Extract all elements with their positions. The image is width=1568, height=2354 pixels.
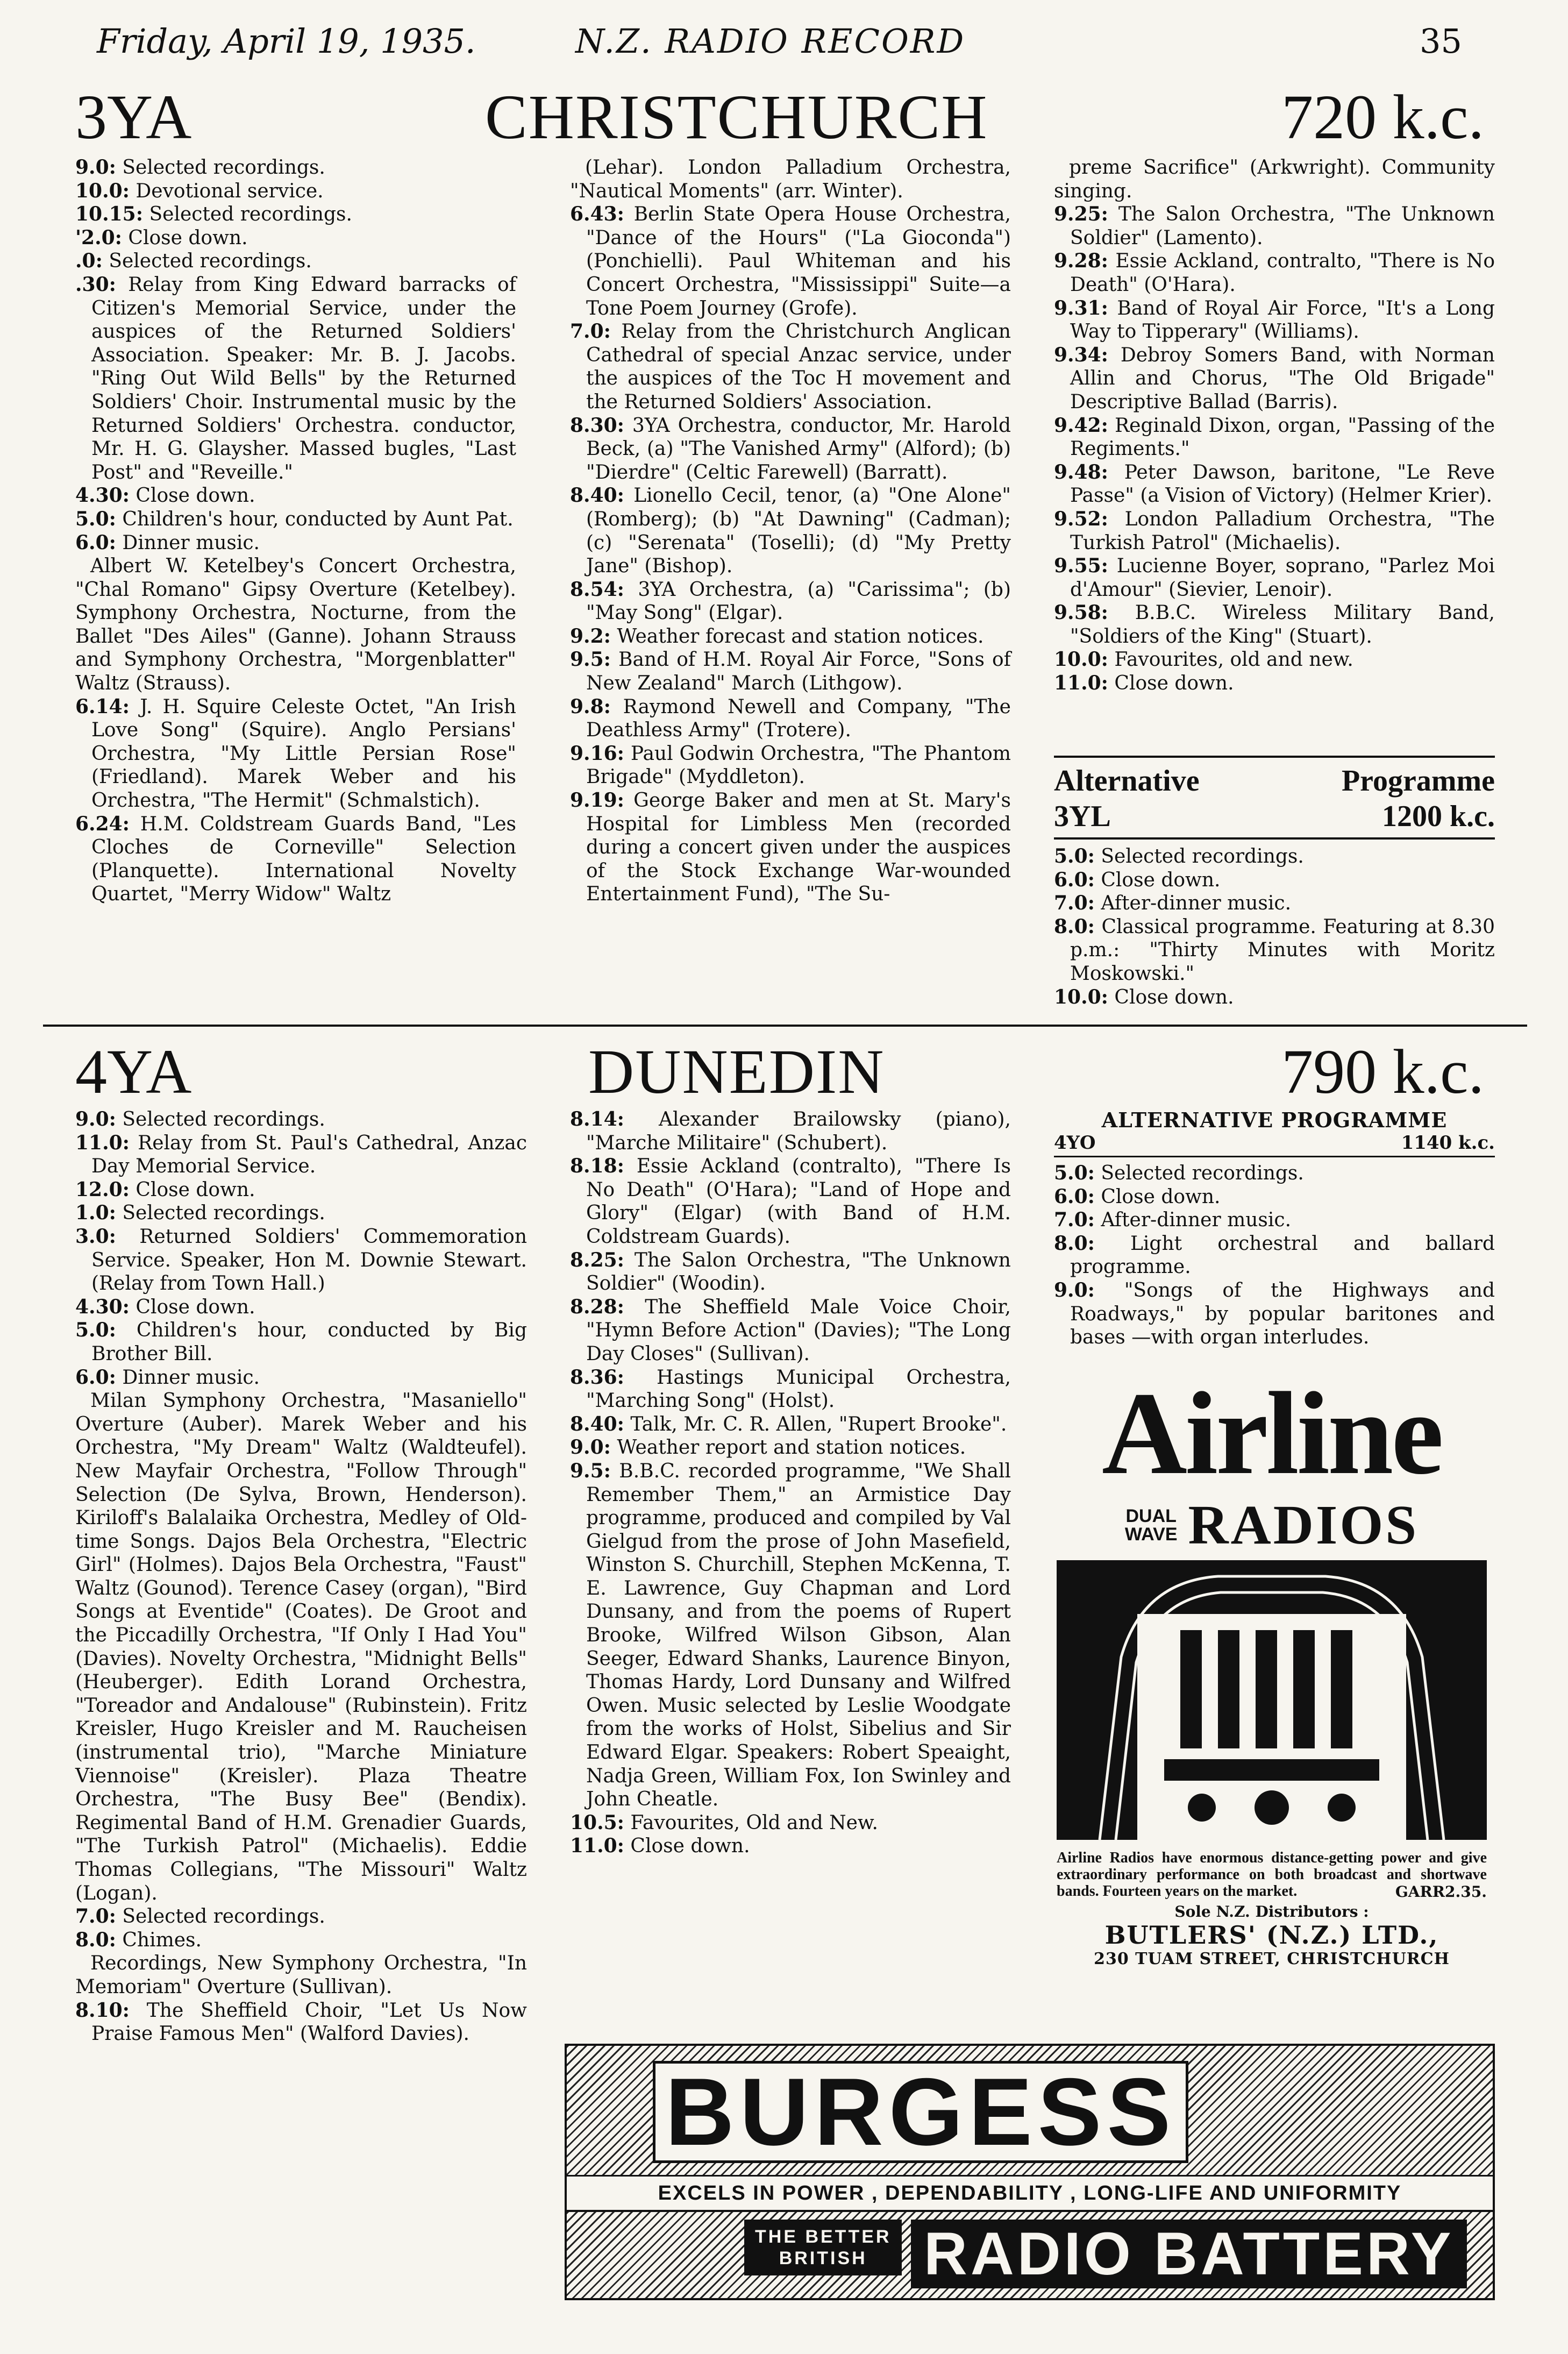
entry-text: The Sheffield Male Voice Choir, "Hymn Before Action" (Davies); "The Long Day Closes" (Sullivan).	[586, 1296, 1011, 1365]
entry-time: 11.0:	[1054, 672, 1108, 695]
entry-time: 9.8:	[570, 695, 611, 718]
entry-text: The Sheffield Choir, "Let Us Now Praise Famous Men" (Walford Davies).	[91, 1999, 527, 2045]
entry-time: 9.2:	[570, 624, 611, 648]
entry-time: 9.55:	[1054, 554, 1108, 578]
entry-text: After-dinner music.	[1101, 892, 1292, 915]
entry-time: 3.0:	[75, 1225, 116, 1248]
entry-time: 6.43:	[570, 203, 624, 226]
entry-text: Favourites, old and new.	[1114, 649, 1353, 671]
programme-entry	[75, 1929, 527, 1952]
alternative-programme-4yo	[1054, 1108, 1495, 1349]
programme-entry	[570, 1413, 1011, 1436]
entry-text: Relay from the Christchurch Anglican Cathedral of special Anzac service, under the auspices of the Toc H movement and the Returned Soldiers' Association.	[586, 321, 1011, 413]
alt-frequency: 1200 k.c.	[1382, 800, 1495, 833]
entry-text: Selected recordings.	[122, 1202, 325, 1225]
programme-entry	[75, 1178, 527, 1202]
entry-time: 5.0:	[1054, 845, 1095, 867]
programme-entry	[1054, 1162, 1495, 1185]
entry-time: 6.24:	[75, 812, 130, 835]
programme-entry	[1054, 1279, 1495, 1349]
entry-text: Dinner music.	[122, 1366, 260, 1389]
entry-time: 5.0:	[1054, 1162, 1095, 1184]
entry-text: Returned Soldiers' Commemoration Service. Speaker, Hon M. Downie Stewart. (Relay from Town Hall.)	[91, 1225, 528, 1295]
entry-time: 9.42:	[1054, 414, 1108, 437]
entry-text: Close down.	[1101, 1185, 1221, 1208]
programme-entry	[75, 1905, 527, 1929]
programme-entry	[75, 273, 516, 484]
entry-text: Close down.	[136, 485, 255, 507]
entry-time: 10.0:	[1054, 648, 1108, 671]
section-divider	[43, 1025, 1527, 1027]
programme-entry	[570, 1296, 1011, 1366]
station-city: CHRISTCHURCH	[485, 82, 988, 152]
ad-brand: BURGESS	[653, 2061, 1188, 2163]
entry-time: 5.0:	[75, 507, 116, 530]
programme-entry	[75, 1952, 527, 1999]
entry-time: 9.52:	[1054, 507, 1108, 530]
entry-text: Lucienne Boyer, soprano, "Parlez Moi d'Amour" (Sievier, Lenoir).	[1070, 555, 1495, 601]
entry-time: 9.48:	[1054, 460, 1108, 483]
programme-entry	[75, 1389, 527, 1905]
entry-text: Selected recordings.	[1101, 1162, 1304, 1184]
entry-text: Recordings, New Symphony Orchestra, "In Memoriam" Overture (Sullivan).	[75, 1952, 527, 1998]
radio-illustration	[1057, 1560, 1487, 1842]
ad-code: GARR2.35.	[1395, 1883, 1487, 1901]
station-frequency: 790 k.c.	[1281, 1036, 1484, 1107]
entry-time: 6.14:	[75, 695, 130, 718]
programme-column-3ya-2	[570, 156, 1011, 906]
alt-label-left: Alternative	[1054, 764, 1200, 798]
entry-text: Albert W. Ketelbey's Concert Orchestra, "Chal Romano" Gipsy Overture (Ketelbey). Symphony Orchestra, Nocturne, from the Ballet "Des Ailes" (Ganne). Johann Strauss and Symphony Orchestra, "Morgenblatter" Waltz (Strauss).	[75, 555, 516, 695]
entry-time: 9.0:	[75, 156, 116, 179]
entry-time: .30:	[75, 273, 116, 296]
programme-entry	[570, 789, 1011, 906]
entry-time: 9.5:	[570, 648, 611, 671]
station-callsign: 4YA	[75, 1036, 192, 1107]
station-frequency: 720 k.c.	[1281, 82, 1484, 152]
entry-text: Light orchestral and ballard programme.	[1070, 1232, 1495, 1278]
programme-entry	[1054, 915, 1495, 986]
entry-time: 7.0:	[1054, 892, 1095, 915]
entry-time: .0:	[75, 250, 103, 273]
burgess-battery-ad	[565, 2044, 1495, 2313]
programme-entry	[75, 1108, 527, 1132]
entry-text: Weather report and station notices.	[617, 1436, 966, 1459]
ad-product: RADIOS	[1188, 1494, 1419, 1556]
page-number: 35	[1420, 22, 1462, 61]
tag-line: WAVE	[1124, 1524, 1178, 1545]
programme-entry	[1054, 344, 1495, 414]
entry-text: Weather forecast and station notices.	[617, 625, 984, 648]
station-callsign: 3YA	[75, 82, 192, 152]
entry-text: George Baker and men at St. Mary's Hospital for Limbless Men (recorded during a concert given under the auspices of the Stock Exchange War-wounded Entertainment Fund), "The Su-	[586, 790, 1011, 906]
entry-text: Peter Dawson, baritone, "Le Reve Passe" (a Vision of Victory) (Helmer Krier).	[1070, 461, 1495, 507]
programme-entry	[570, 625, 1011, 649]
entry-time: 9.31:	[1054, 296, 1108, 319]
entry-text: Relay from St. Paul's Cathedral, Anzac Day Memorial Service.	[91, 1132, 527, 1178]
programme-entry	[570, 1811, 1011, 1835]
airline-radios-ad	[1057, 1368, 1487, 2006]
entry-text: Favourites, Old and New.	[630, 1811, 878, 1834]
programme-entry	[75, 1319, 527, 1366]
programme-entry	[570, 1366, 1011, 1413]
programme-entry	[75, 484, 516, 508]
programme-column-3ya-1	[75, 156, 516, 906]
tag-line: DUAL	[1125, 1505, 1177, 1526]
entry-text: (Lehar). London Palladium Orchestra, "Nautical Moments" (arr. Winter).	[570, 157, 1011, 202]
distributor-address: 230 TUAM STREET, CHRISTCHURCH	[1094, 1950, 1450, 1968]
programme-entry	[75, 1366, 527, 1390]
entry-text: Talk, Mr. C. R. Allen, "Rupert Brooke".	[630, 1413, 1007, 1435]
programme-entry	[1054, 414, 1495, 461]
entry-time: 11.0:	[570, 1834, 624, 1858]
programme-entry	[75, 226, 516, 250]
programme-entry	[1054, 1185, 1495, 1209]
entry-text: Lionello Cecil, tenor, (a) "One Alone" (Romberg); (b) "At Dawning" (Cadman); (c) "Serenata" (Toselli); (d) "My Pretty Jane" (Bishop).	[586, 485, 1011, 578]
entry-time: 5.0:	[75, 1319, 116, 1342]
entry-text: "Songs of the Highways and Roadways," by popular baritones and bases —with organ interludes.	[1070, 1279, 1495, 1349]
entry-time: 9.34:	[1054, 343, 1108, 366]
ad-brand: Airline	[1102, 1368, 1442, 1499]
entry-text: Children's hour, conducted by Big Brother Bill.	[91, 1319, 527, 1365]
entry-text: Hastings Municipal Orchestra, "Marching Song" (Holst).	[586, 1366, 1011, 1412]
programme-entry	[1054, 601, 1495, 648]
entry-text: Selected recordings.	[122, 1905, 325, 1928]
divider	[1054, 837, 1495, 840]
programme-entry	[75, 813, 516, 906]
ad-tagline: EXCELS IN POWER , DEPENDABILITY , LONG-LIFE AND UNIFORMITY	[565, 2175, 1495, 2212]
entry-time: 8.14:	[570, 1108, 624, 1130]
entry-text: Selected recordings.	[1101, 845, 1304, 867]
programme-entry	[75, 531, 516, 555]
entry-time: 8.0:	[1054, 1232, 1095, 1255]
entry-time: 7.0:	[1054, 1208, 1095, 1232]
programme-entry	[570, 648, 1011, 695]
programme-entry	[570, 742, 1011, 789]
programme-entry	[1054, 554, 1495, 601]
programme-entry	[1054, 203, 1495, 250]
entry-text: Close down.	[1114, 672, 1234, 695]
programme-column-4ya-1	[75, 1108, 527, 2046]
programme-entry	[570, 414, 1011, 485]
programme-entry	[1054, 648, 1495, 672]
alt-callsign: 4YO	[1054, 1132, 1096, 1154]
alt-heading-row-1	[1054, 763, 1495, 799]
programme-entry	[570, 1155, 1011, 1248]
programme-entry	[1054, 1208, 1495, 1232]
ad-copy: Airline Radios have enormous distance-getting power and give extraordinary performance on both broadcast and shortwave bands. Fourteen years on the market.	[1057, 1850, 1487, 1900]
programme-entry	[1054, 672, 1495, 695]
entry-time: 8.18:	[570, 1155, 624, 1178]
programme-entry	[1054, 461, 1495, 508]
entry-time: 6.0:	[75, 531, 116, 554]
entry-text: After-dinner music.	[1101, 1209, 1292, 1232]
entry-text: Selected recordings.	[109, 250, 312, 273]
dual-wave-tag	[1125, 1507, 1178, 1544]
ad-banner-top	[565, 2044, 1495, 2175]
entry-time: '2.0:	[75, 226, 122, 249]
entry-time: 9.58:	[1054, 601, 1108, 624]
entry-text: Selected recordings.	[149, 203, 352, 226]
entry-time: 10.15:	[75, 203, 144, 226]
ad-product: RADIO BATTERY	[911, 2220, 1467, 2288]
programme-entry	[75, 156, 516, 180]
entry-time: 8.30:	[570, 414, 624, 437]
entry-text: Chimes.	[122, 1929, 202, 1951]
entry-time: 1.0:	[75, 1201, 116, 1225]
programme-entry	[570, 1108, 1011, 1155]
entry-time: 8.40:	[570, 1412, 624, 1435]
entry-text: Debroy Somers Band, with Norman Allin and Chorus, "The Old Brigade" Descriptive Ballad (Barris).	[1070, 344, 1495, 413]
entry-time: 12.0:	[75, 1178, 130, 1201]
alt-label-right: Programme	[1341, 764, 1495, 798]
entry-time: 4.30:	[75, 484, 130, 507]
entry-text: Classical programme. Featuring at 8.30 p.m.: "Thirty Minutes with Moritz Moskowski."	[1070, 915, 1495, 985]
programme-entry	[570, 1834, 1011, 1858]
alt-programme-list	[1054, 845, 1495, 1009]
better-british-label	[744, 2220, 902, 2275]
entry-text: 3YA Orchestra, conductor, Mr. Harold Beck, (a) "The Vanished Army" (Alford); (b) "Dierdre" (Celtic Farewell) (Barratt).	[586, 414, 1011, 483]
alt-heading-row-2	[1054, 799, 1495, 834]
programme-entry	[75, 695, 516, 813]
entry-text: Close down.	[128, 226, 248, 249]
entry-text: Close down.	[1101, 869, 1221, 891]
entry-text: London Palladium Orchestra, "The Turkish Patrol" (Michaelis).	[1070, 508, 1495, 554]
entry-text: Children's hour, conducted by Aunt Pat.	[122, 508, 514, 530]
entry-time: 8.36:	[570, 1366, 624, 1389]
entry-text: Paul Godwin Orchestra, "The Phantom Brigade" (Myddleton).	[586, 742, 1011, 788]
programme-entry	[570, 203, 1011, 320]
entry-text: Close down.	[630, 1835, 750, 1858]
programme-entry	[1054, 986, 1495, 1009]
entry-text: Essie Ackland, contralto, "There is No Death" (O'Hara).	[1070, 250, 1495, 296]
entry-time: 8.0:	[75, 1928, 116, 1951]
entry-time: 8.54:	[570, 578, 624, 601]
radio-set-icon	[1057, 1560, 1487, 1840]
entry-text: J. H. Squire Celeste Octet, "An Irish Love Song" (Squire). Anglo Persians' Orchestra, "My Little Persian Rose" (Friedland). Marek Weber and his Orchestra, "The Hermit" (Schmalstich).	[91, 695, 516, 812]
entry-text: Essie Ackland (contralto), "There Is No Death" (O'Hara); "Land of Hope and Glory" (Elgar) (with Band of H.M. Coldstream Guards).	[586, 1155, 1011, 1248]
programme-entry	[75, 250, 516, 273]
entry-text: Devotional service.	[136, 180, 324, 202]
label-line: THE BETTER	[755, 2227, 892, 2247]
programme-entry	[75, 180, 516, 203]
station-city: DUNEDIN	[588, 1036, 885, 1107]
entry-text: Close down.	[136, 1178, 255, 1201]
programme-entry	[1054, 297, 1495, 344]
programme-entry	[75, 203, 516, 226]
entry-text: H.M. Coldstream Guards Band, "Les Cloches de Corneville" Selection (Planquette). International Novelty Quartet, "Merry Widow" Waltz	[91, 813, 517, 906]
entry-text: Close down.	[1114, 986, 1234, 1008]
alt-frequency: 1140 k.c.	[1401, 1132, 1495, 1154]
alternative-programme-3yl	[1054, 756, 1495, 1009]
programme-entry	[75, 1132, 527, 1178]
label-line: BRITISH	[779, 2248, 867, 2268]
entry-text: Band of H.M. Royal Air Force, "Sons of New Zealand" March (Lithgow).	[586, 649, 1011, 695]
entry-text: Raymond Newell and Company, "The Deathless Army" (Trotere).	[586, 695, 1011, 742]
entry-time: 6.0:	[75, 1366, 116, 1389]
entry-text: preme Sacrifice" (Arkwright). Community singing.	[1054, 157, 1495, 202]
distributor-name: BUTLERS' (N.Z.) LTD.,	[1104, 1921, 1439, 1950]
programme-entry	[570, 1249, 1011, 1296]
entry-text: B.B.C. Wireless Military Band, "Soldiers of the King" (Stuart).	[1070, 602, 1495, 648]
programme-entry	[570, 484, 1011, 578]
entry-time: 8.28:	[570, 1295, 624, 1318]
programme-entry	[75, 508, 516, 531]
entry-text: B.B.C. recorded programme, "We Shall Remember Them," an Armistice Day programme, produced and compiled by Val Gielgud from the prose of John Masefield, Winston S. Churchill, Stephen McKenna, T. E. Lawrence, Guy Chapman and Lord Dunsany, and from the poems of Rupert Brooke, Wilfred Wilson Gibson, Alan Seeger, Edward Shanks, Laurence Binyon, Thomas Hardy, Lord Dunsany and Wilfred Owen. Music selected by Leslie Woodgate from the works of Holst, Sibelius and Sir Edward Elgar. Speakers: Robert Speaight, Nadja Green, William Fox, Ion Swinley and John Cheatle.	[586, 1460, 1011, 1811]
programme-entry	[570, 578, 1011, 625]
issue-date: Friday, April 19, 1935.	[97, 22, 476, 61]
entry-time: 10.0:	[75, 179, 130, 202]
programme-entry	[570, 1460, 1011, 1811]
entry-text: Selected recordings.	[122, 157, 325, 179]
programme-entry	[75, 1201, 527, 1225]
entry-time: 7.0:	[75, 1905, 116, 1928]
programme-entry	[75, 1225, 527, 1296]
entry-time: 9.0:	[1054, 1278, 1095, 1302]
entry-time: 9.0:	[75, 1108, 116, 1130]
station-heading-3ya	[75, 81, 1484, 154]
entry-text: Alexander Brailowsky (piano), "Marche Militaire" (Schubert).	[586, 1108, 1011, 1154]
publication-title: N.Z. RADIO RECORD	[575, 22, 966, 61]
alt-title: ALTERNATIVE PROGRAMME	[1101, 1108, 1448, 1132]
ad-banner-bottom	[565, 2212, 1495, 2300]
entry-time: 9.19:	[570, 789, 624, 812]
programme-entry	[570, 695, 1011, 742]
programme-entry	[1054, 156, 1495, 203]
entry-time: 9.28:	[1054, 250, 1108, 273]
programme-entry	[570, 1436, 1011, 1460]
programme-column-4ya-2	[570, 1108, 1011, 1858]
entry-time: 6.0:	[1054, 1185, 1095, 1208]
programme-entry	[1054, 869, 1495, 892]
entry-text: Milan Symphony Orchestra, "Masaniello" Overture (Auber). Marek Weber and his Orchestra, "My Dream" Waltz (Waldteufel). New Mayfair Orchestra, "Follow Through" Selection (De Sylva, Brown, Henderson). Kiriloff's Balalaika Orchestra, Medley of Old-time Songs. Dajos Bela Orchestra, "Electric Girl" (Holmes). Dajos Bela Orchestra, "Faust" Waltz (Gounod). Terence Casey (organ), "Bird Songs at Eventide" (Coates). De Groot and the Piccadilly Orchestra, "If Only I Had You" (Davies). Novelty Orchestra, "Midnight Bells" (Heuberger). Edith Lorand Orchestra, "Toreador and Andalouse" (Rubinstein). Fritz Kreisler, Hugo Kreisler and M. Raucheisen (instrumental trio), "Marche Miniature Viennoise" (Kreisler). Plaza Theatre Orchestra, "The Busy Bee" (Bendix). Regimental Band of H.M. Grenadier Guards, "The Turkish Patrol" (Michaelis). Eddie Thomas Collegians, "The Missouri" Waltz (Logan).	[75, 1390, 527, 1904]
programme-entry	[75, 1999, 527, 2046]
entry-time: 8.0:	[1054, 915, 1095, 938]
ad-subtitle	[1057, 1493, 1487, 1557]
programme-entry	[1054, 845, 1495, 869]
entry-time: 9.5:	[570, 1459, 611, 1482]
entry-text: The Salon Orchestra, "The Unknown Soldier" (Lamento).	[1070, 203, 1495, 249]
entry-text: Berlin State Opera House Orchestra, "Dance of the Hours" ("La Gioconda") (Ponchielli). Paul Whiteman and his Concert Orchestra, "Mississippi" Suite—a Tone Poem Journey (Grofe).	[586, 203, 1011, 319]
entry-text: Selected recordings.	[122, 1108, 325, 1130]
programme-entry	[75, 1296, 527, 1319]
programme-entry	[1054, 1232, 1495, 1279]
entry-text: Relay from King Edward barracks of Citizen's Memorial Service, under the auspices of the Returned Soldiers' Association. Speaker: Mr. B. J. Jacobs. "Ring Out Wild Bells" by the Returned Soldiers' Choir. Instrumental music by the Returned Soldiers' Orchestra. conductor, Mr. H. G. Glaysher. Massed bugles, "Last Post" and "Reveille."	[91, 273, 516, 483]
entry-text: 3YA Orchestra, (a) "Carissima"; (b) "May Song" (Elgar).	[586, 578, 1011, 624]
programme-entry	[75, 554, 516, 695]
entry-time: 9.25:	[1054, 203, 1108, 226]
entry-text: Reginald Dixon, organ, "Passing of the Regiments."	[1070, 414, 1495, 460]
programme-column-3ya-3	[1054, 156, 1495, 695]
programme-entry	[1054, 250, 1495, 296]
entry-text: Band of Royal Air Force, "It's a Long Way to Tipperary" (Williams).	[1070, 297, 1495, 343]
entry-time: 8.10:	[75, 1999, 130, 2022]
entry-text: Dinner music.	[122, 531, 260, 554]
programme-entry	[570, 156, 1011, 203]
entry-time: 10.5:	[570, 1811, 624, 1834]
alt-station-row	[1054, 1132, 1495, 1157]
programme-entry	[1054, 892, 1495, 915]
entry-time: 10.0:	[1054, 985, 1108, 1008]
alt-callsign: 3YL	[1054, 800, 1111, 833]
entry-text: The Salon Orchestra, "The Unknown Soldier" (Woodin).	[586, 1249, 1011, 1295]
distributor-label: Sole N.Z. Distributors :	[1174, 1903, 1369, 1921]
entry-time: 8.40:	[570, 484, 624, 507]
entry-time: 6.0:	[1054, 868, 1095, 891]
alt-programme-list	[1054, 1162, 1495, 1349]
entry-time: 9.16:	[570, 742, 624, 765]
divider	[1054, 756, 1495, 758]
programme-entry	[570, 320, 1011, 414]
entry-time: 9.0:	[570, 1436, 611, 1459]
programme-entry	[1054, 508, 1495, 554]
station-heading-4ya	[75, 1035, 1484, 1108]
entry-time: 8.25:	[570, 1248, 624, 1271]
entry-time: 11.0:	[75, 1131, 130, 1154]
entry-time: 7.0:	[570, 320, 611, 343]
entry-text: Close down.	[136, 1296, 255, 1318]
entry-time: 4.30:	[75, 1295, 130, 1318]
